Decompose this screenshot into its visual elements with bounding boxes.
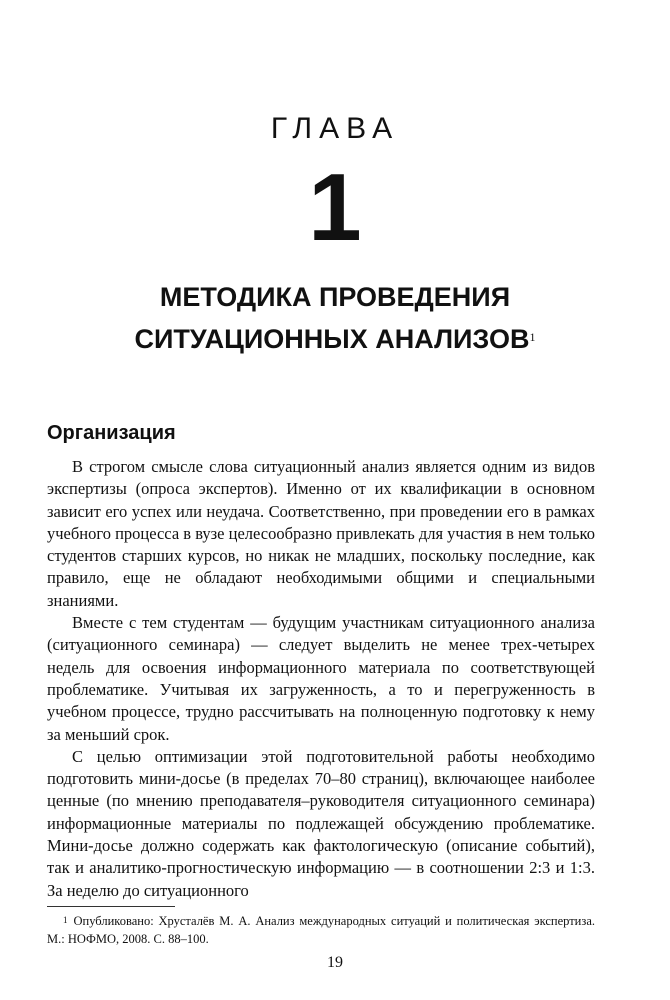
chapter-title (0, 276, 670, 360)
chapter-title-line-2-text: СИТУАЦИОННЫХ АНАЛИЗОВ (134, 324, 530, 354)
section-heading: Организация (47, 422, 176, 444)
chapter-number: 1 (308, 154, 362, 261)
footnote-mark: 1 (63, 915, 68, 925)
footnote (47, 912, 595, 948)
paragraph: Вместе с тем студентам — будущим участникам ситуационного анализа (ситуационного семинара) — следует выделить не менее трех-четырех недель для освоения информационного материала по соответствующей проблематике. Учитывая их загруженность, а то и перегруженность в учебном процессе, трудно рассчитывать на полноценную подготовку к нему за меньший срок. (47, 613, 595, 744)
page-number: 19 (327, 954, 343, 971)
chapter-title-line-1: МЕТОДИКА ПРОВЕДЕНИЯ (159, 282, 511, 312)
paragraph: В строгом смысле слова ситуационный анализ является одним из видов экспертизы (опроса экспертов). Именно от их квалификации в основном зависит его успех или неудача. Соответственно, при проведении его в рамках учебного процесса в вузе целесообразно привлекать для участия в нем только студентов старших курсов, но никак не младших, поскольку последние, как правило, еще не обладают необходимыми общими и специальными знаниями. (47, 457, 595, 610)
title-footnote-mark: 1 (529, 330, 536, 344)
chapter-title-line-2 (0, 318, 670, 360)
chapter-label: ГЛАВА (270, 112, 400, 145)
body-text (47, 456, 595, 902)
footnote-divider (47, 906, 175, 907)
paragraph: С целью оптимизации этой подготовительной работы необходимо подготовить мини-досье (в пределах 70–80 страниц), включающее наиболее ценные (по мнению преподавателя–руководителя ситуационного семинара) информационные материалы по подлежащей обсуждению проблематике. Мини-досье должно содержать как фактологическую (описание событий), так и аналитико-прогностическую информацию — в соотношении 2:3 и 1:3. За неделю до ситуационного (47, 746, 595, 900)
footnote-text: Опубликовано: Хрусталёв М. А. Анализ международных ситуаций и политическая экспертиза. М.: НОФМО, 2008. С. 88–100. (47, 914, 595, 946)
